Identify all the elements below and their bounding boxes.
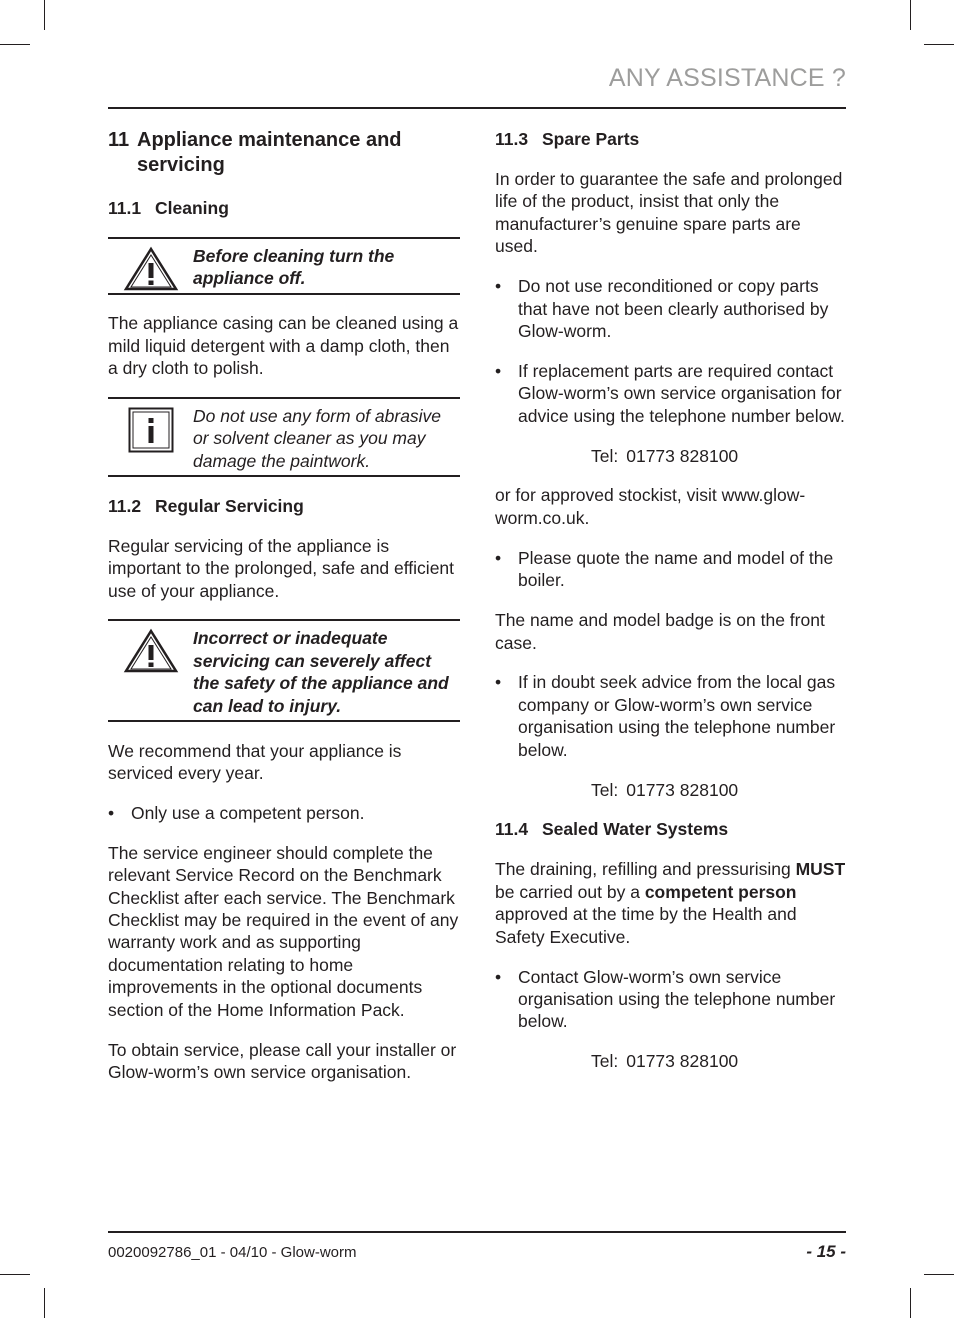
page-number: - 15 - [806, 1242, 846, 1261]
servicing-paragraph-1: Regular servicing of the appliance is important to the prolonged, safe and efficient use of your appliance. [108, 535, 455, 601]
list-item [495, 360, 847, 427]
servicing-paragraph-2: We recommend that your appliance is serviced every year. [108, 740, 402, 783]
spare-parts-heading [495, 128, 847, 150]
servicing-warning-text: Incorrect or inadequate servicing can severely affect the safety of the appliance and can lead to injury. [193, 628, 449, 716]
list-item [495, 966, 847, 1033]
crop-mark [44, 0, 45, 30]
sealed-water-heading [495, 818, 847, 840]
page-header-title: ANY ASSISTANCE ? [608, 64, 846, 92]
spare-parts-number: 11.3 [495, 129, 529, 149]
bullet-mark: • [495, 276, 502, 297]
right-column [495, 128, 847, 1090]
bullet-mark: • [108, 802, 115, 823]
emphasis-competent-person: competent person [644, 881, 797, 902]
list-item-text: If in doubt seek advice from the local gas company or Glow-worm’s own service organisation using the telephone number below. [518, 672, 836, 760]
cleaning-warning-box [108, 237, 460, 295]
crop-mark [924, 1274, 954, 1275]
list-item [495, 275, 847, 342]
list-item-text: Please quote the name and model of the boiler. [518, 547, 834, 591]
bullet-mark: • [495, 360, 502, 381]
tel-number: 01773 828100 [626, 779, 739, 800]
tel-number: 01773 828100 [626, 445, 739, 466]
list-item-text: If replacement parts are required contact Glow-worm’s own service organisation for advice using the telephone number below. [518, 360, 845, 426]
section-number: 11 [108, 129, 130, 151]
list-item [495, 547, 847, 592]
bullet-mark: • [495, 966, 502, 987]
list-item [495, 671, 847, 761]
warning-icon [108, 621, 193, 674]
tel-label: Tel: [591, 445, 619, 466]
list-item-text: Do not use reconditioned or copy parts that have not been clearly authorised by Glow-worm. [518, 276, 829, 341]
servicing-warning-box [108, 619, 460, 722]
crop-mark [0, 44, 30, 45]
servicing-heading [108, 495, 460, 517]
footer-rule [108, 1231, 846, 1233]
info-icon [108, 399, 193, 453]
crop-mark [910, 0, 911, 30]
emphasis-must: MUST [795, 859, 846, 880]
list-item [108, 802, 460, 824]
crop-mark [0, 1274, 30, 1275]
servicing-number: 11.2 [108, 495, 142, 516]
tel-number: 01773 828100 [626, 1051, 739, 1072]
spare-paragraph-1: In order to guarantee the safe and prolonged life of the product, insist that only the manufacturer’s genuine spare parts are used. [495, 169, 843, 257]
bullet-mark: • [495, 547, 502, 568]
spare-paragraph-2: or for approved stockist, visit www.glow-worm.co.uk. [495, 485, 806, 528]
section-title: Appliance maintenance and servicing [137, 129, 402, 176]
servicing-paragraph-4: To obtain service, please call your installer or Glow-worm’s own service organisation. [108, 1039, 457, 1082]
list-item-text: Contact Glow-worm’s own service organisation using the telephone number below. [518, 966, 836, 1032]
crop-mark [910, 1288, 911, 1318]
list-item-text: Only use a competent person. [131, 802, 365, 823]
section-heading [108, 128, 460, 178]
telephone-line [495, 779, 847, 801]
bullet-mark: • [495, 672, 502, 693]
tel-label: Tel: [591, 1051, 619, 1072]
text-run: approved at the time by the Health and Safety Executive. [495, 904, 797, 947]
header-rule [108, 107, 846, 109]
crop-mark [44, 1288, 45, 1318]
crop-mark [924, 44, 954, 45]
text-run: be carried out by a [495, 881, 645, 902]
spare-paragraph-3: The name and model badge is on the front case. [495, 610, 825, 653]
cleaning-heading [108, 197, 460, 219]
cleaning-title: Cleaning [155, 198, 229, 218]
text-run: The draining, refilling and pressurising [495, 859, 796, 880]
footer-document-ref: 0020092786_01 - 04/10 - Glow-worm [108, 1244, 357, 1261]
servicing-paragraph-3: The service engineer should complete the relevant Service Record on the Benchmark Checklist after each service. The Benchmark Checklist may be required in the event of any warranty work and as supporting documentation relating to home improvements in the optional documents section of the Home Information Pack. [108, 842, 459, 1020]
cleaning-warning-text: Before cleaning turn the appliance off. [193, 246, 395, 289]
warning-icon [108, 239, 193, 292]
sealed-paragraph [495, 858, 847, 948]
telephone-line [495, 1050, 847, 1072]
sealed-water-title: Sealed Water Systems [542, 819, 729, 840]
cleaning-info-text: Do not use any form of abrasive or solvent cleaner as you may damage the paintwork. [193, 406, 442, 471]
tel-label: Tel: [591, 779, 619, 800]
servicing-title: Regular Servicing [155, 495, 304, 516]
sealed-water-number: 11.4 [495, 819, 529, 840]
left-column [108, 128, 460, 1101]
cleaning-info-box [108, 397, 460, 477]
cleaning-paragraph: The appliance casing can be cleaned using a mild liquid detergent with a damp cloth, then a dry cloth to polish. [108, 313, 459, 379]
spare-parts-title: Spare Parts [542, 129, 640, 149]
telephone-line [495, 445, 847, 467]
cleaning-number: 11.1 [108, 198, 142, 218]
